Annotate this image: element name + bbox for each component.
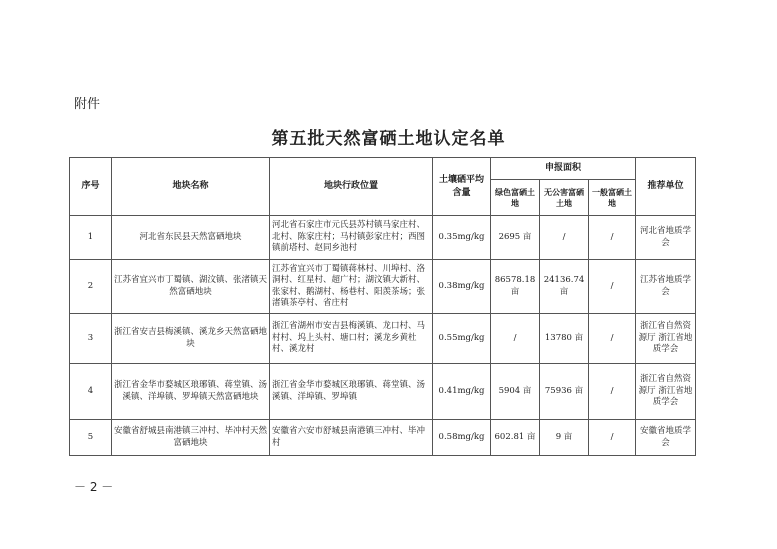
- cell-soil-se: 0.58mg/kg: [433, 420, 491, 456]
- cell-green: 602.81 亩: [491, 420, 540, 456]
- header-no: 序号: [70, 158, 112, 216]
- header-name: 地块名称: [112, 158, 270, 216]
- cell-location: 安徽省六安市舒城县南港镇三冲村、毕冲村: [270, 420, 433, 456]
- header-general: 一般富硒土地: [589, 180, 636, 216]
- cell-pollution-free: 9 亩: [540, 420, 589, 456]
- cell-green: /: [491, 314, 540, 364]
- cell-soil-se: 0.41mg/kg: [433, 364, 491, 420]
- cell-name: 河北省东民县天然富硒地块: [112, 216, 270, 260]
- cell-soil-se: 0.38mg/kg: [433, 260, 491, 314]
- cell-no: 5: [70, 420, 112, 456]
- cell-recommender: 浙江省自然资源厅 浙江省地质学会: [636, 314, 696, 364]
- cell-general: /: [589, 216, 636, 260]
- cell-general: /: [589, 420, 636, 456]
- cell-no: 1: [70, 216, 112, 260]
- cell-no: 2: [70, 260, 112, 314]
- cell-recommender: 河北省地质学会: [636, 216, 696, 260]
- cell-pollution-free: 75936 亩: [540, 364, 589, 420]
- table-row: [70, 420, 696, 456]
- cell-soil-se: 0.55mg/kg: [433, 314, 491, 364]
- cell-name: 江苏省宜兴市丁蜀镇、湖汶镇、张渚镇天然富硒地块: [112, 260, 270, 314]
- header-pollution-free: 无公害富硒土地: [540, 180, 589, 216]
- cell-green: 2695 亩: [491, 216, 540, 260]
- cell-recommender: 浙江省自然资源厅 浙江省地质学会: [636, 364, 696, 420]
- cell-name: 浙江省金华市婺城区琅琊镇、蒋堂镇、汤溪镇、洋埠镇、罗埠镇天然富硒地块: [112, 364, 270, 420]
- table-row: [70, 314, 696, 364]
- selenium-land-table: [69, 157, 696, 456]
- page-number: － 2 －: [74, 480, 114, 494]
- cell-green: 5904 亩: [491, 364, 540, 420]
- cell-no: 4: [70, 364, 112, 420]
- attachment-label: 附件: [74, 97, 101, 112]
- document-title: 第五批天然富硒土地认定名单: [271, 129, 506, 149]
- cell-general: /: [589, 364, 636, 420]
- header-green: 绿色富硒土地: [491, 180, 540, 216]
- header-location: 地块行政位置: [270, 158, 433, 216]
- cell-location: 江苏省宜兴市丁蜀镇蒋林村、川埠村、洛洞村、红星村、超广村；湖汶镇大新村、张家村、鹅湖村、杨巷村、阳羡茶场；张渚镇茶亭村、省庄村: [270, 260, 433, 314]
- header-area-group: 申报面积: [491, 158, 636, 180]
- cell-soil-se: 0.35mg/kg: [433, 216, 491, 260]
- header-soil-se: 土壤硒平均含量: [433, 158, 491, 216]
- cell-general: /: [589, 260, 636, 314]
- cell-location: 河北省石家庄市元氏县苏村镇马家庄村、北村、陈家庄村；马村镇彭家庄村；西图镇前塔村、赵同乡池村: [270, 216, 433, 260]
- header-recommender: 推荐单位: [636, 158, 696, 216]
- cell-pollution-free: 13780 亩: [540, 314, 589, 364]
- cell-location: 浙江省湖州市安吉县梅溪镇、龙口村、马村村、坞上头村、塘口村；溪龙乡黄杜村、溪龙村: [270, 314, 433, 364]
- cell-name: 浙江省安吉县梅溪镇、溪龙乡天然富硒地块: [112, 314, 270, 364]
- table-row: [70, 260, 696, 314]
- cell-pollution-free: 24136.74 亩: [540, 260, 589, 314]
- cell-pollution-free: /: [540, 216, 589, 260]
- cell-general: /: [589, 314, 636, 364]
- cell-no: 3: [70, 314, 112, 364]
- cell-name: 安徽省舒城县南港镇三冲村、毕冲村天然富硒地块: [112, 420, 270, 456]
- cell-recommender: 安徽省地质学会: [636, 420, 696, 456]
- cell-recommender: 江苏省地质学会: [636, 260, 696, 314]
- table-row: [70, 216, 696, 260]
- cell-location: 浙江省金华市婺城区琅琊镇、蒋堂镇、汤溪镇、洋埠镇、罗埠镇: [270, 364, 433, 420]
- table-row: [70, 364, 696, 420]
- cell-green: 86578.18 亩: [491, 260, 540, 314]
